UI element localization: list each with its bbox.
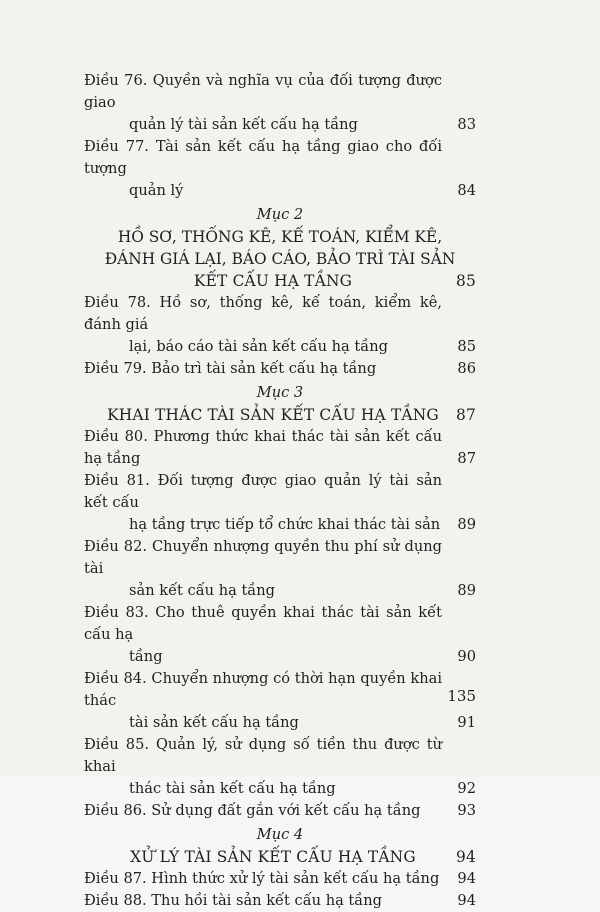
toc-entry-dieu-84: Điều 84. Chuyển nhượng có thời hạn quyền khai thác tài sản kết cấu hạ tầng 91 [84,668,476,734]
toc-page-number: 84 [457,182,476,199]
toc-page-number: 94 [457,892,476,909]
toc-page-number: 87 [456,406,476,424]
section-heading-muc-3: KHAI THÁC TÀI SẢN KẾT CẤU HẠ TẦNG 87 [107,406,476,424]
page-number: 135 [447,687,476,705]
toc-page-number: 85 [456,272,476,290]
toc-entry-dieu-88: Điều 88. Thu hồi tài sản kết cấu hạ tầng 94 [84,890,476,912]
toc-page-number: 93 [457,802,476,819]
toc-entry-dieu-76: Điều 76. Quyền và nghĩa vụ của đối tượng được giao quản lý tài sản kết cấu hạ tầng 83 [84,70,476,136]
toc-entry-dieu-77: Điều 77. Tài sản kết cấu hạ tầng giao cho đối tượng quản lý 84 [84,136,476,202]
toc-page-number: 87 [457,450,476,467]
section-label-muc-3: Mục 3 [256,384,304,401]
toc-entry-dieu-78: Điều 78. Hồ sơ, thống kê, kế toán, kiểm kê, đánh giá lại, báo cáo tài sản kết cấu hạ tầng 85 [84,292,476,358]
section-heading-muc-2: HỒ SƠ, THỐNG KÊ, KẾ TOÁN, KIỂM KÊ, ĐÁNH GIÁ LẠI, BÁO CÁO, BẢO TRÌ TÀI SẢN [104,228,456,268]
toc-entry-dieu-79: Điều 79. Bảo trì tài sản kết cấu hạ tầng 86 [84,358,476,380]
toc-page-number: 90 [457,648,476,665]
toc-page-number: 94 [456,848,476,866]
toc-page-number: 92 [457,780,476,797]
toc-entry-dieu-87: Điều 87. Hình thức xử lý tài sản kết cấu hạ tầng 94 [84,868,476,890]
toc-page-number: 89 [457,582,476,599]
section-label-muc-4: Mục 4 [256,826,304,843]
toc-page-number: 91 [457,714,476,731]
toc-page-number: 86 [457,360,476,377]
toc-entry-dieu-81: Điều 81. Đối tượng được giao quản lý tài sản kết cấu hạ tầng trực tiếp tổ chức khai thác tài sản 89 [84,470,476,536]
toc-entry-dieu-80: Điều 80. Phương thức khai thác tài sản kết cấu hạ tầng 87 [84,426,476,470]
toc-entry-dieu-85: Điều 85. Quản lý, sử dụng số tiền thu được từ khai thác tài sản kết cấu hạ tầng 92 [84,734,476,800]
toc-page-number: 89 [457,516,476,533]
toc-entry-dieu-82: Điều 82. Chuyển nhượng quyền thu phí sử dụng tài sản kết cấu hạ tầng 89 [84,536,476,602]
toc-page-number: 94 [457,870,476,887]
toc-entry-dieu-83: Điều 83. Cho thuê quyền khai thác tài sản kết cấu hạ tầng 90 [84,602,476,668]
table-of-contents [84,70,476,912]
toc-page-number: 85 [457,338,476,355]
toc-entry-dieu-86: Điều 86. Sử dụng đất gắn với kết cấu hạ tầng 93 [84,800,476,822]
section-heading-muc-2-last-line: KẾT CẤU HẠ TẦNG 85 [193,272,476,290]
section-heading-muc-4: XỬ LÝ TÀI SẢN KẾT CẤU HẠ TẦNG 94 [130,848,476,866]
toc-page-number: 83 [457,116,476,133]
section-label-muc-2: Mục 2 [256,206,304,223]
